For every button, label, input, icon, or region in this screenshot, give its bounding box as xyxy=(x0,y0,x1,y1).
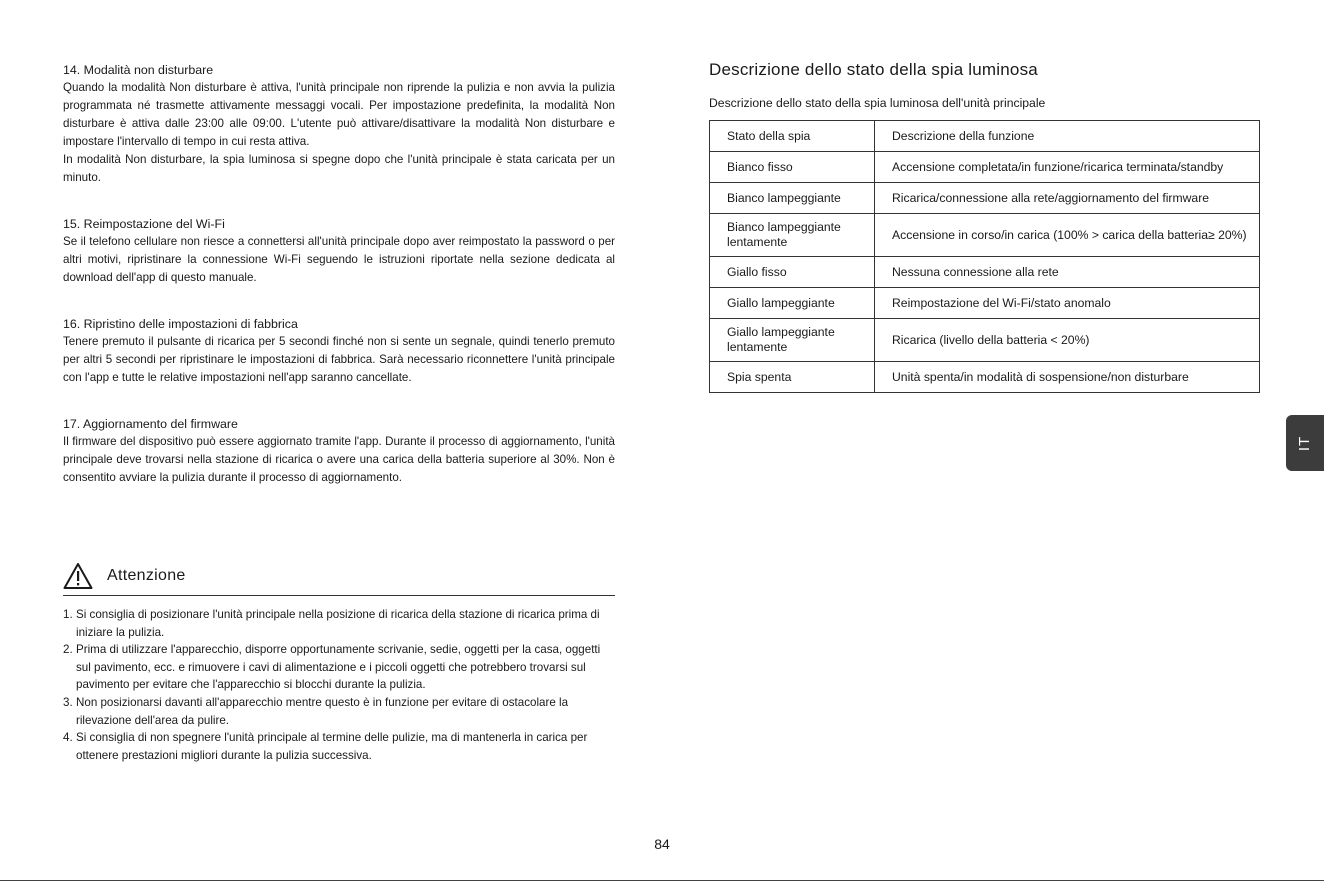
indicator-table xyxy=(709,120,1260,393)
list-item-number: 1. xyxy=(63,608,73,621)
warning-block xyxy=(63,561,615,764)
table-cell-status: Giallo lampeggiante xyxy=(710,288,875,319)
section-paragraph: Quando la modalità Non disturbare è attiva, l'unità principale non riprende la pulizia e non avvia la pulizia programmata né trasmette attivamente messaggi vocali. Per impostazione predefinita, la modalità Non disturbare è attiva dalle 23:00 alle 09:00. L'utente può attivare/disattivare la modalità Non disturbare e impostare l'intervallo di tempo in cui resta attiva. xyxy=(63,81,615,148)
table-row xyxy=(710,288,1260,319)
warning-title: Attenzione xyxy=(107,567,186,584)
list-item xyxy=(63,694,615,729)
table-cell-description: Accensione completata/in funzione/ricarica terminata/standby xyxy=(875,152,1260,183)
table-row xyxy=(710,214,1260,257)
table-cell-description: Reimpostazione del Wi-Fi/stato anomalo xyxy=(875,288,1260,319)
table-cell-status: Giallo lampeggiante lentamente xyxy=(710,319,875,362)
section-firmware-update xyxy=(63,415,615,487)
table-header-cell: Stato della spia xyxy=(710,121,875,152)
list-item-text: Si consiglia di posizionare l'unità principale nella posizione di ricarica della stazione di ricarica prima di iniziare la pulizia. xyxy=(76,608,600,639)
section-wifi-reset xyxy=(63,215,615,287)
table-cell-status: Bianco lampeggiante lentamente xyxy=(710,214,875,257)
indicator-title: Descrizione dello stato della spia luminosa xyxy=(709,60,1038,79)
table-cell-description: Unità spenta/in modalità di sospensione/non disturbare xyxy=(875,362,1260,393)
table-cell-status: Giallo fisso xyxy=(710,257,875,288)
language-tab xyxy=(1286,415,1324,471)
table-row xyxy=(710,152,1260,183)
list-item xyxy=(63,641,615,694)
section-paragraph: In modalità Non disturbare, la spia luminosa si spegne dopo che l'unità principale è stata caricata per un minuto. xyxy=(63,153,615,184)
section-title: 16. Ripristino delle impostazioni di fabbrica xyxy=(63,317,298,331)
section-paragraph: Il firmware del dispositivo può essere aggiornato tramite l'app. Durante il processo di aggiornamento, l'unità principale deve trovarsi nella stazione di ricarica o avere una carica della batteria superiore al 30%. Non è consentito avviare la pulizia durante il processo di aggiornamento. xyxy=(63,435,615,484)
table-header-cell: Descrizione della funzione xyxy=(875,121,1260,152)
warning-triangle-icon xyxy=(63,562,93,590)
list-item-number: 4. xyxy=(63,731,73,745)
table-cell-description: Nessuna connessione alla rete xyxy=(875,257,1260,288)
left-column xyxy=(63,61,615,515)
section-body xyxy=(63,79,615,187)
table-row xyxy=(710,183,1260,214)
section-factory-reset xyxy=(63,315,615,387)
section-paragraph: Se il telefono cellulare non riesce a connettersi all'unità principale dopo aver reimpostato la password o per altri motivi, ripristinare la connessione Wi-Fi seguendo le istruzioni riportate nella sezione dedicata al download dell'app di questo manuale. xyxy=(63,235,615,284)
bottom-divider xyxy=(0,880,1324,881)
list-item-text: Prima di utilizzare l'apparecchio, disporre opportunamente scrivanie, sedie, oggetti per la casa, oggetti sul pavimento, ecc. e rimuovere i cavi di alimentazione e i piccoli oggetti che potrebbero trovarsi sul pavimento per evitare che l'apparecchio si blocchi durante la pulizia. xyxy=(76,643,601,692)
list-item xyxy=(63,729,615,764)
indicator-subtitle: Descrizione dello stato della spia luminosa dell'unità principale xyxy=(709,96,1046,110)
table-cell-status: Bianco lampeggiante xyxy=(710,183,875,214)
section-do-not-disturb xyxy=(63,61,615,187)
right-column xyxy=(709,60,1261,393)
warning-header xyxy=(63,561,615,596)
section-paragraph: Tenere premuto il pulsante di ricarica per 5 secondi finché non si sente un segnale, quindi tenerlo premuto per altri 5 secondi per ripristinare le impostazioni di fabbrica. Sarà necessario riconnettere l'unità principale con l'app e tutte le relative impostazioni nell'app saranno cancellate. xyxy=(63,335,615,384)
warning-list xyxy=(63,606,615,764)
section-body xyxy=(63,433,615,487)
section-title: 15. Reimpostazione del Wi-Fi xyxy=(63,217,225,231)
table-cell-description: Ricarica/connessione alla rete/aggiornamento del firmware xyxy=(875,183,1260,214)
table-header-row xyxy=(710,121,1260,152)
section-title: 14. Modalità non disturbare xyxy=(63,63,214,77)
language-tab-label: IT xyxy=(1296,435,1314,451)
list-item-number: 3. xyxy=(63,695,73,709)
table-row xyxy=(710,319,1260,362)
table-cell-status: Bianco fisso xyxy=(710,152,875,183)
table-row xyxy=(710,257,1260,288)
list-item-number: 2. xyxy=(63,643,73,657)
list-item-text: Si consiglia di non spegnere l'unità principale al termine delle pulizie, ma di mantenerla in carica per ottenere prestazioni migliori durante la pulizia successiva. xyxy=(76,731,588,762)
section-title: 17. Aggiornamento del firmware xyxy=(63,417,238,431)
table-row xyxy=(710,362,1260,393)
list-item-text: Non posizionarsi davanti all'apparecchio mentre questo è in funzione per evitare di ostacolare la rilevazione dell'area da pulire. xyxy=(76,695,569,727)
table-cell-description: Accensione in corso/in carica (100% > carica della batteria≥ 20%) xyxy=(875,214,1260,257)
list-item xyxy=(63,606,615,641)
section-body xyxy=(63,233,615,287)
page-number: 84 xyxy=(654,836,670,852)
section-body xyxy=(63,333,615,387)
table-cell-description: Ricarica (livello della batteria < 20%) xyxy=(875,319,1260,362)
table-cell-status: Spia spenta xyxy=(710,362,875,393)
